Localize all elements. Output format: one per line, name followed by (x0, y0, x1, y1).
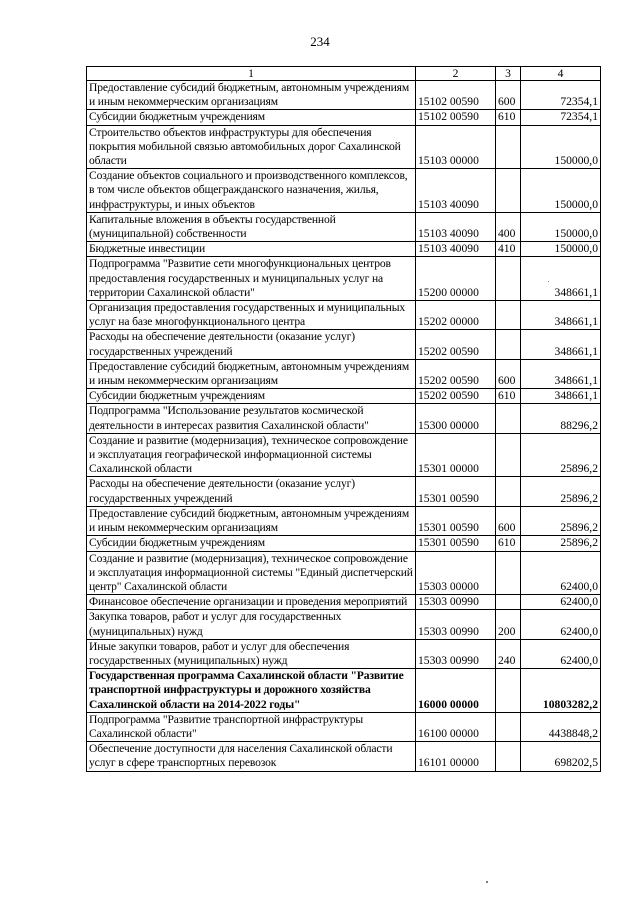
row-expense-type-cell: 600 (496, 359, 521, 388)
row-expense-type-cell (496, 257, 521, 301)
row-name-cell: Подпрограмма "Использование результатов космической деятельности в интересах развития Сахалинской области" (87, 404, 416, 433)
row-name-cell: Расходы на обеспечение деятельности (оказание услуг) государственных учреждений (87, 330, 416, 359)
row-code-cell: 15103 40090 (416, 212, 496, 241)
table-row (87, 669, 601, 713)
table-row (87, 433, 601, 477)
scan-speck (486, 881, 488, 883)
table-row (87, 536, 601, 551)
row-amount-cell: 62400,0 (521, 610, 601, 639)
row-code-cell: 15303 00990 (416, 610, 496, 639)
table-row (87, 169, 601, 213)
table-row (87, 110, 601, 125)
row-code-cell: 15303 00990 (416, 639, 496, 668)
row-name-cell: Подпрограмма "Развитие транспортной инфраструктуры Сахалинской области" (87, 712, 416, 741)
table-header-row (87, 67, 601, 81)
row-name-cell: Государственная программа Сахалинской области "Развитие транспортной инфраструктуры и дорожного хозяйства Сахалинской области на 2014-2022 годы" (87, 669, 416, 713)
table-row (87, 742, 601, 771)
column-header-2: 2 (416, 67, 496, 81)
row-name-cell: Расходы на обеспечение деятельности (оказание услуг) государственных учреждений (87, 477, 416, 506)
row-code-cell: 15301 00590 (416, 536, 496, 551)
row-expense-type-cell: 610 (496, 110, 521, 125)
row-expense-type-cell: 600 (496, 506, 521, 535)
row-code-cell: 16101 00000 (416, 742, 496, 771)
row-amount-cell: 62400,0 (521, 595, 601, 610)
row-name-cell: Бюджетные инвестиции (87, 242, 416, 257)
table-row (87, 551, 601, 595)
row-code-cell: 15102 00590 (416, 81, 496, 110)
row-amount-cell: 72354,1 (521, 110, 601, 125)
row-amount-cell: 348661,1 (521, 301, 601, 330)
row-name-cell: Предоставление субсидий бюджетным, автономным учреждениям и иным некоммерческим организациям (87, 81, 416, 110)
row-expense-type-cell (496, 712, 521, 741)
row-expense-type-cell (496, 169, 521, 213)
row-code-cell: 15103 40090 (416, 242, 496, 257)
row-code-cell: 15301 00000 (416, 433, 496, 477)
row-code-cell: 15103 00000 (416, 125, 496, 169)
scan-speck (548, 281, 549, 282)
row-name-cell: Капитальные вложения в объекты государственной (муниципальной) собственности (87, 212, 416, 241)
row-name-cell: Иные закупки товаров, работ и услуг для обеспечения государственных (муниципальных) нужд (87, 639, 416, 668)
column-header-4: 4 (521, 67, 601, 81)
table-row (87, 81, 601, 110)
row-expense-type-cell (496, 477, 521, 506)
table-row (87, 477, 601, 506)
row-code-cell: 15303 00990 (416, 595, 496, 610)
row-expense-type-cell: 610 (496, 389, 521, 404)
row-code-cell: 15300 00000 (416, 404, 496, 433)
table-row (87, 389, 601, 404)
row-amount-cell: 62400,0 (521, 639, 601, 668)
row-name-cell: Предоставление субсидий бюджетным, автономным учреждениям и иным некоммерческим организациям (87, 506, 416, 535)
row-name-cell: Финансовое обеспечение организации и проведения мероприятий (87, 595, 416, 610)
row-expense-type-cell: 400 (496, 212, 521, 241)
row-amount-cell: 72354,1 (521, 81, 601, 110)
row-name-cell: Создание и развитие (модернизация), техническое сопровождение и эксплуатация географической информационной системы Сахалинской области (87, 433, 416, 477)
row-code-cell: 15202 00590 (416, 330, 496, 359)
column-header-1: 1 (87, 67, 416, 81)
row-name-cell: Субсидии бюджетным учреждениям (87, 110, 416, 125)
table-row (87, 212, 601, 241)
row-code-cell: 15301 00590 (416, 477, 496, 506)
table-row (87, 125, 601, 169)
table-row (87, 506, 601, 535)
table-row (87, 610, 601, 639)
row-amount-cell: 25896,2 (521, 433, 601, 477)
table-row (87, 257, 601, 301)
row-expense-type-cell (496, 301, 521, 330)
row-name-cell: Подпрограмма "Развитие сети многофункциональных центров предоставления государственных и муниципальных услуг на территории Сахалинской области" (87, 257, 416, 301)
row-expense-type-cell (496, 595, 521, 610)
row-expense-type-cell (496, 433, 521, 477)
row-name-cell: Закупка товаров, работ и услуг для государственных (муниципальных) нужд (87, 610, 416, 639)
row-code-cell: 15200 00000 (416, 257, 496, 301)
row-code-cell: 15301 00590 (416, 506, 496, 535)
row-amount-cell: 10803282,2 (521, 669, 601, 713)
table-row (87, 359, 601, 388)
row-code-cell: 15202 00590 (416, 359, 496, 388)
page-number: 234 (310, 34, 330, 49)
row-amount-cell: 150000,0 (521, 242, 601, 257)
row-expense-type-cell: 410 (496, 242, 521, 257)
row-amount-cell: 348661,1 (521, 389, 601, 404)
row-amount-cell: 348661,1 (521, 359, 601, 388)
row-amount-cell: 698202,5 (521, 742, 601, 771)
row-name-cell: Создание и развитие (модернизация), техническое сопровождение и эксплуатация информационной системы "Единый диспетчерский центр" Сахалинской области (87, 551, 416, 595)
row-name-cell: Обеспечение доступности для населения Сахалинской области услуг в сфере транспортных перевозок (87, 742, 416, 771)
row-amount-cell: 25896,2 (521, 536, 601, 551)
row-expense-type-cell (496, 404, 521, 433)
row-amount-cell: 150000,0 (521, 212, 601, 241)
row-code-cell: 15303 00000 (416, 551, 496, 595)
row-code-cell: 15202 00000 (416, 301, 496, 330)
row-code-cell: 15103 40090 (416, 169, 496, 213)
table-row (87, 330, 601, 359)
row-expense-type-cell: 610 (496, 536, 521, 551)
row-expense-type-cell (496, 669, 521, 713)
row-amount-cell: 25896,2 (521, 506, 601, 535)
row-amount-cell: 348661,1 (521, 330, 601, 359)
row-amount-cell: 88296,2 (521, 404, 601, 433)
row-name-cell: Предоставление субсидий бюджетным, автономным учреждениям и иным некоммерческим организациям (87, 359, 416, 388)
row-expense-type-cell: 200 (496, 610, 521, 639)
row-name-cell: Субсидии бюджетным учреждениям (87, 389, 416, 404)
row-expense-type-cell (496, 551, 521, 595)
row-code-cell: 16000 00000 (416, 669, 496, 713)
row-amount-cell: 62400,0 (521, 551, 601, 595)
column-header-3: 3 (496, 67, 521, 81)
row-amount-cell: 348661,1 (521, 257, 601, 301)
row-name-cell: Строительство объектов инфраструктуры для обеспечения покрытия мобильной связью автомобильных дорог Сахалинской области (87, 125, 416, 169)
table-row (87, 242, 601, 257)
row-expense-type-cell (496, 330, 521, 359)
row-amount-cell: 150000,0 (521, 125, 601, 169)
table-row (87, 712, 601, 741)
budget-table-body (87, 67, 601, 772)
table-row (87, 301, 601, 330)
row-expense-type-cell: 240 (496, 639, 521, 668)
budget-table (86, 66, 601, 772)
table-row (87, 595, 601, 610)
row-name-cell: Создание объектов социального и производственного комплексов, в том числе объектов общегражданского назначения, жилья, инфраструктуры, и иных объектов (87, 169, 416, 213)
row-code-cell: 15102 00590 (416, 110, 496, 125)
row-code-cell: 15202 00590 (416, 389, 496, 404)
table-row (87, 639, 601, 668)
row-name-cell: Организация предоставления государственных и муниципальных услуг на базе многофункционального центра (87, 301, 416, 330)
row-expense-type-cell (496, 125, 521, 169)
row-expense-type-cell (496, 742, 521, 771)
row-amount-cell: 25896,2 (521, 477, 601, 506)
row-expense-type-cell: 600 (496, 81, 521, 110)
row-amount-cell: 4438848,2 (521, 712, 601, 741)
row-name-cell: Субсидии бюджетным учреждениям (87, 536, 416, 551)
row-code-cell: 16100 00000 (416, 712, 496, 741)
row-amount-cell: 150000,0 (521, 169, 601, 213)
table-row (87, 404, 601, 433)
